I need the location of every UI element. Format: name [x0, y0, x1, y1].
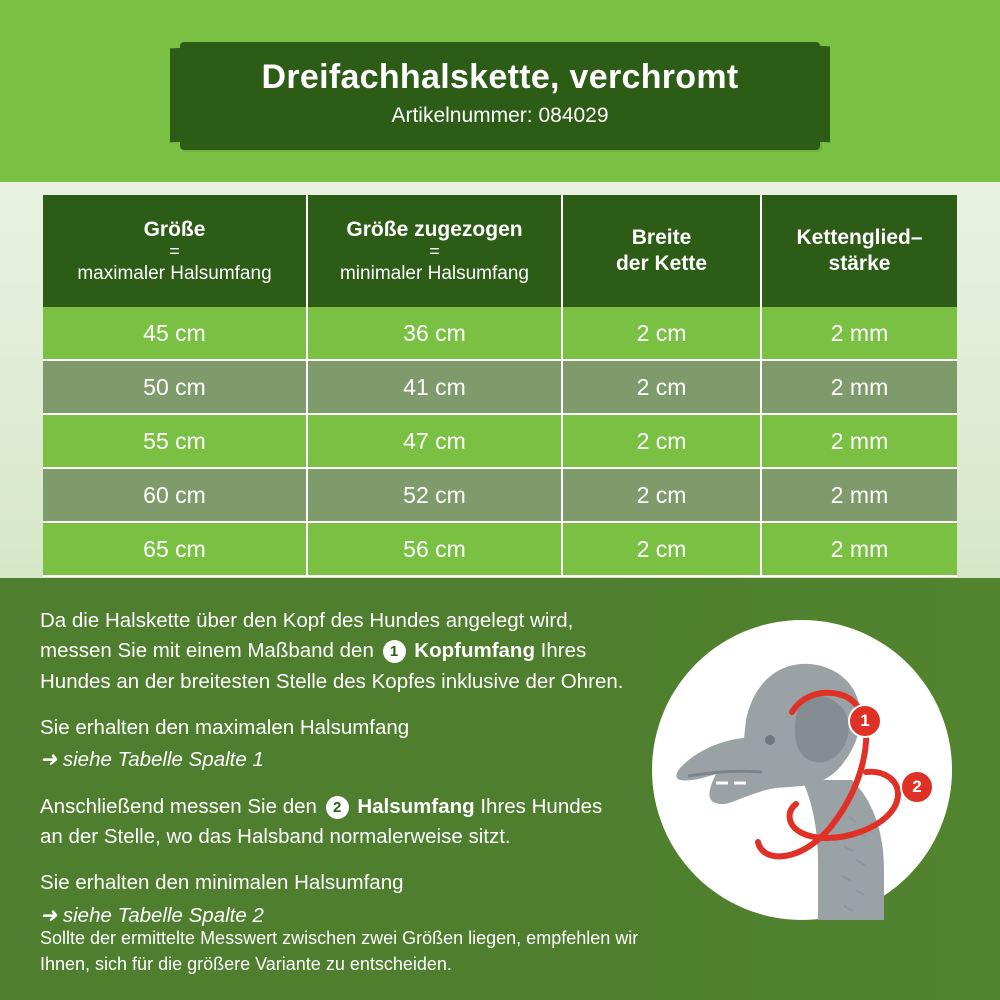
column-header-zugezogen: [307, 195, 562, 307]
result-line-2: Sie erhalten den minimalen Halsumfang: [40, 871, 404, 895]
para2-bold: Halsumfang: [357, 794, 475, 818]
cell-breite: 2 cm: [562, 307, 761, 360]
table-header-row: [43, 195, 957, 307]
spacer: [40, 854, 630, 868]
cell-groesse: 55 cm: [43, 414, 307, 468]
cell-groesse: 50 cm: [43, 360, 307, 414]
header-line-1: Größe zugezogen: [346, 217, 523, 241]
header-line-3: minimaler Halsumfang: [339, 263, 529, 285]
measure-marker-1: 1: [848, 704, 882, 738]
cell-groesse: 65 cm: [43, 522, 307, 576]
header-line-2: =: [169, 241, 180, 262]
footnote-text: Sollte der ermittelte Messwert zwischen zwei Größen liegen, empfehlen wir Ihnen, sich für die größere Variante zu entscheiden.: [40, 928, 639, 974]
para1-part-b: Ihres Hundes an der breitesten Stelle des Kopfes inklusive der Ohren.: [40, 639, 624, 693]
cell-zugezogen: 52 cm: [307, 468, 562, 522]
header-band: [0, 0, 1000, 182]
instruction-paragraph-2: [40, 792, 630, 853]
para1-part-a: Da die Halskette über den Kopf des Hundes angelegt wird, messen Sie mit einem Maßband den: [40, 609, 574, 663]
header-line-1: Kettenglied–: [796, 226, 923, 250]
size-table: [43, 195, 957, 577]
cell-zugezogen: 36 cm: [307, 307, 562, 360]
header-line-2: der Kette: [615, 252, 708, 275]
table-row: [43, 522, 957, 576]
spacer: [40, 699, 630, 713]
result-line-1: Sie erhalten den maximalen Halsumfang: [40, 715, 410, 739]
header-line-2: =: [429, 241, 440, 262]
instructions-text: [40, 606, 630, 933]
table-row: [43, 414, 957, 468]
header-line-1: Größe: [143, 217, 206, 241]
para1-bold: Kopfumfang: [414, 639, 535, 663]
cell-breite: 2 cm: [562, 468, 761, 522]
cell-zugezogen: 56 cm: [307, 522, 562, 576]
header-line-1: Breite: [631, 226, 692, 250]
spacer: [40, 778, 630, 792]
cell-staerke: 2 mm: [761, 468, 957, 522]
cell-staerke: 2 mm: [761, 414, 957, 468]
table-row: [43, 307, 957, 360]
cell-groesse: 60 cm: [43, 468, 307, 522]
cell-breite: 2 cm: [562, 522, 761, 576]
cell-staerke: 2 mm: [761, 360, 957, 414]
para2-part-a: Anschließend messen Sie den: [40, 794, 317, 818]
reference-line-1: ➜ siehe Tabelle Spalte 1: [40, 748, 264, 772]
article-number: Artikelnummer: 084029: [391, 104, 609, 127]
column-header-staerke: [761, 195, 957, 307]
column-header-groesse: [43, 195, 307, 307]
dog-illustration: [652, 620, 982, 950]
cell-groesse: 45 cm: [43, 307, 307, 360]
page-title: Dreifachhalskette, verchromt: [261, 58, 739, 96]
badge-1: 1: [383, 640, 406, 663]
table-row: [43, 468, 957, 522]
measure-marker-2: 2: [900, 770, 934, 804]
header-line-3: maximaler Halsumfang: [77, 263, 272, 285]
reference-line-2: ➜ siehe Tabelle Spalte 2: [40, 903, 264, 927]
cell-breite: 2 cm: [562, 414, 761, 468]
cell-staerke: 2 mm: [761, 307, 957, 360]
column-header-breite: [562, 195, 761, 307]
cell-breite: 2 cm: [562, 360, 761, 414]
cell-zugezogen: 47 cm: [307, 414, 562, 468]
para2-part-b: Ihres Hundes an der Stelle, wo das Halsband normalerweise sitzt.: [40, 794, 603, 848]
badge-2: 2: [326, 796, 349, 819]
table-row: [43, 360, 957, 414]
instruction-paragraph-1: [40, 606, 630, 697]
cell-zugezogen: 41 cm: [307, 360, 562, 414]
cell-staerke: 2 mm: [761, 522, 957, 576]
header-line-2: stärke: [828, 252, 891, 275]
size-table-area: [0, 182, 1000, 578]
title-plaque: [180, 42, 820, 150]
instructions-area: [0, 578, 1000, 1000]
